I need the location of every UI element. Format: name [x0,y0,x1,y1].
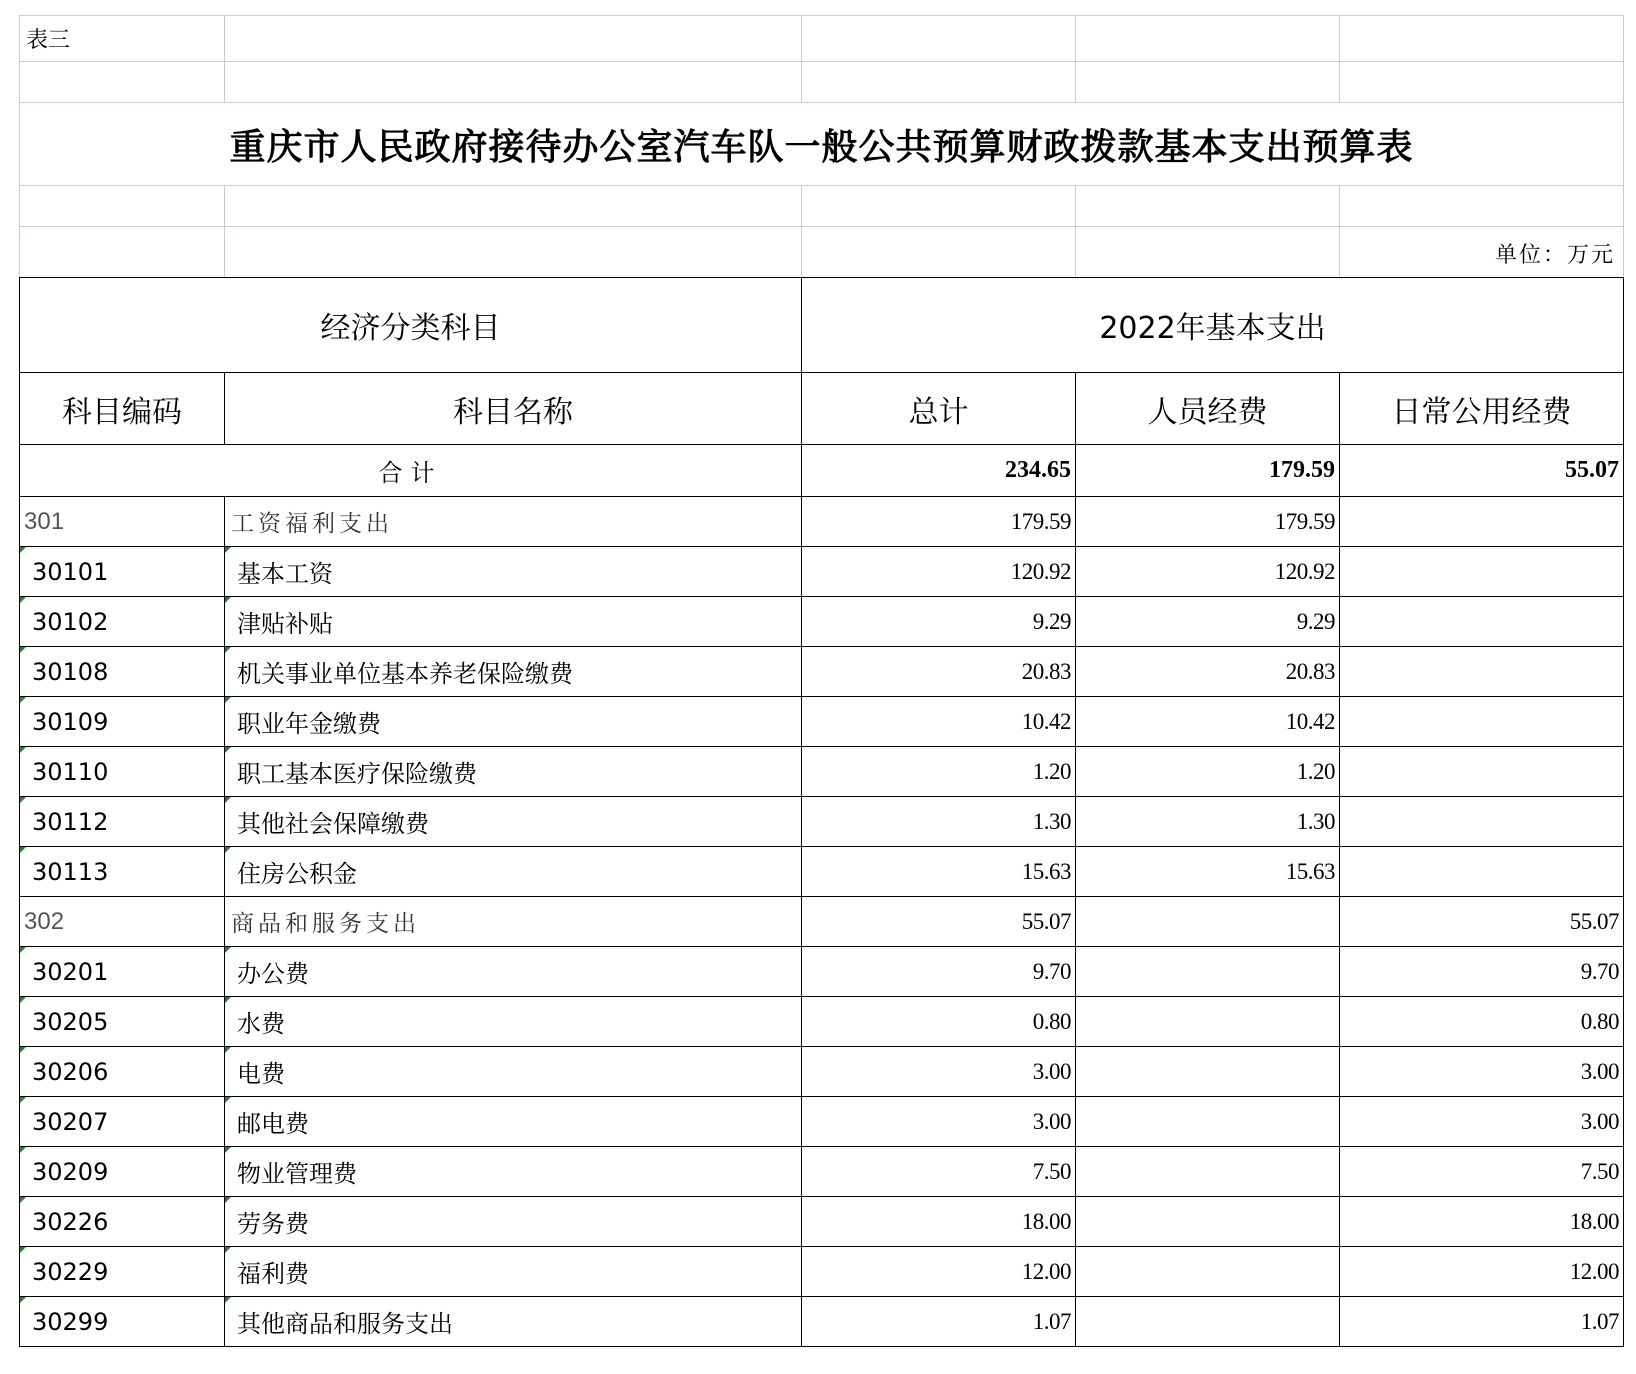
row-personnel [1076,947,1340,997]
row-name: 福利费 [225,1247,802,1297]
row-total: 9.70 [802,947,1076,997]
row-personnel: 1.20 [1076,747,1340,797]
table-row [20,997,1624,1047]
row-total: 1.20 [802,747,1076,797]
row-public: 0.80 [1340,997,1624,1047]
row-personnel [1076,1247,1340,1297]
row-code: 30229 [20,1247,225,1297]
row-code: 30102 [20,597,225,647]
table-row [20,847,1624,897]
row-total: 18.00 [802,1197,1076,1247]
row-name: 其他商品和服务支出 [225,1297,802,1347]
row-public: 55.07 [1340,897,1624,947]
row-code: 30207 [20,1097,225,1147]
row-public [1340,697,1624,747]
row-public: 1.07 [1340,1297,1624,1347]
row-public: 18.00 [1340,1197,1624,1247]
row-name: 邮电费 [225,1097,802,1147]
row-code: 30110 [20,747,225,797]
row-code: 30109 [20,697,225,747]
row-total: 15.63 [802,847,1076,897]
row-code: 30299 [20,1297,225,1347]
row-personnel [1076,1197,1340,1247]
row-name: 基本工资 [225,547,802,597]
table-row [20,1297,1624,1347]
table-row [20,747,1624,797]
row-name: 水费 [225,997,802,1047]
header-name: 科目名称 [225,373,802,445]
budget-rows [20,497,1624,1347]
row-public [1340,847,1624,897]
row-personnel: 1.30 [1076,797,1340,847]
row-personnel [1076,1297,1340,1347]
row-personnel [1076,1047,1340,1097]
row-code: 30112 [20,797,225,847]
row-total: 10.42 [802,697,1076,747]
budget-table [19,277,1624,1347]
row-name: 职工基本医疗保险缴费 [225,747,802,797]
row-code: 30226 [20,1197,225,1247]
row-code: 30209 [20,1147,225,1197]
row-name: 住房公积金 [225,847,802,897]
row-code: 30108 [20,647,225,697]
row-public [1340,797,1624,847]
row-personnel: 20.83 [1076,647,1340,697]
total-public: 55.07 [1340,445,1624,497]
table-row [20,1047,1624,1097]
row-personnel [1076,1147,1340,1197]
row-total: 1.07 [802,1297,1076,1347]
row-personnel: 120.92 [1076,547,1340,597]
sheet-label: 表三 [20,16,225,62]
row-total: 1.30 [802,797,1076,847]
row-name: 电费 [225,1047,802,1097]
page-title: 重庆市人民政府接待办公室汽车队一般公共预算财政拨款基本支出预算表 [20,103,1624,186]
row-total: 55.07 [802,897,1076,947]
row-public: 9.70 [1340,947,1624,997]
row-name: 其他社会保障缴费 [225,797,802,847]
row-total: 20.83 [802,647,1076,697]
row-public [1340,497,1624,547]
row-total: 179.59 [802,497,1076,547]
unit-label: 单位：万元 [1340,227,1624,278]
row-personnel: 9.29 [1076,597,1340,647]
row-public: 7.50 [1340,1147,1624,1197]
row-personnel [1076,897,1340,947]
row-public [1340,597,1624,647]
row-code: 301 [20,497,225,547]
row-total: 3.00 [802,1097,1076,1147]
row-total: 7.50 [802,1147,1076,1197]
row-personnel [1076,1097,1340,1147]
row-personnel: 15.63 [1076,847,1340,897]
table-row [20,547,1624,597]
row-total: 120.92 [802,547,1076,597]
table-row [20,597,1624,647]
total-personnel: 179.59 [1076,445,1340,497]
row-personnel: 10.42 [1076,697,1340,747]
row-public [1340,747,1624,797]
row-total: 12.00 [802,1247,1076,1297]
total-row [20,445,1624,497]
table-row [20,1197,1624,1247]
spreadsheet [19,15,1623,1347]
category-row [20,497,1624,547]
row-name: 商品和服务支出 [225,897,802,947]
total-label: 合计 [20,445,802,497]
header-personnel: 人员经费 [1076,373,1340,445]
row-personnel: 179.59 [1076,497,1340,547]
row-name: 机关事业单位基本养老保险缴费 [225,647,802,697]
row-public: 12.00 [1340,1247,1624,1297]
category-row [20,897,1624,947]
row-code: 30113 [20,847,225,897]
table-row [20,947,1624,997]
row-code: 30101 [20,547,225,597]
table-row [20,1247,1624,1297]
header-econ-class: 经济分类科目 [20,278,802,373]
row-total: 9.29 [802,597,1076,647]
row-name: 津贴补贴 [225,597,802,647]
sheet-header-grid [19,15,1624,278]
row-code: 30206 [20,1047,225,1097]
row-name: 工资福利支出 [225,497,802,547]
total-total: 234.65 [802,445,1076,497]
row-name: 办公费 [225,947,802,997]
row-public: 3.00 [1340,1097,1624,1147]
row-total: 0.80 [802,997,1076,1047]
row-total: 3.00 [802,1047,1076,1097]
table-row [20,697,1624,747]
row-public [1340,647,1624,697]
row-public [1340,547,1624,597]
row-personnel [1076,997,1340,1047]
table-row [20,797,1624,847]
header-public: 日常公用经费 [1340,373,1624,445]
row-code: 30205 [20,997,225,1047]
header-total: 总计 [802,373,1076,445]
header-year-expense: 2022年基本支出 [802,278,1624,373]
row-code: 302 [20,897,225,947]
row-code: 30201 [20,947,225,997]
row-name: 职业年金缴费 [225,697,802,747]
header-code: 科目编码 [20,373,225,445]
row-public: 3.00 [1340,1047,1624,1097]
row-name: 劳务费 [225,1197,802,1247]
row-name: 物业管理费 [225,1147,802,1197]
table-row [20,1097,1624,1147]
table-row [20,647,1624,697]
table-row [20,1147,1624,1197]
